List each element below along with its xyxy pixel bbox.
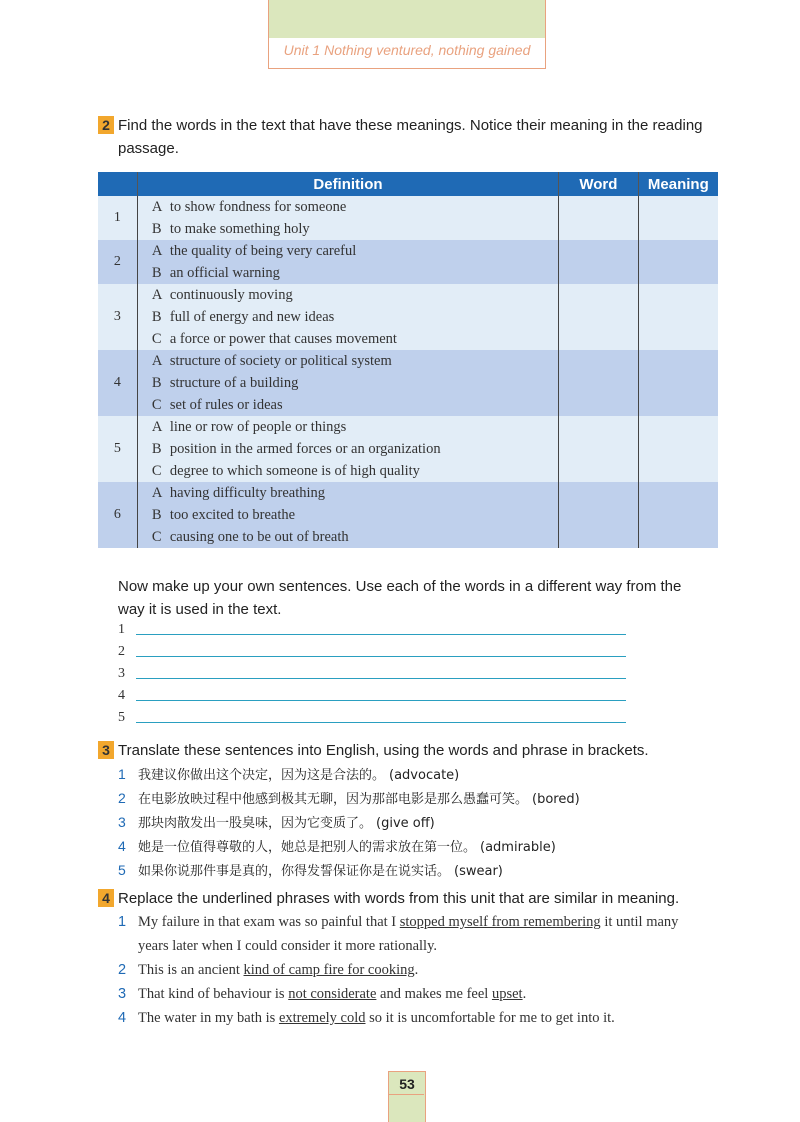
header-definition: Definition bbox=[137, 172, 558, 196]
definition-label: B bbox=[151, 309, 162, 325]
sentence-text: That kind of behaviour is bbox=[138, 986, 289, 1002]
row-definitions bbox=[137, 482, 558, 548]
definition-label: C bbox=[151, 331, 162, 347]
definition-text: set of rules or ideas bbox=[169, 397, 283, 413]
meaning-cell[interactable] bbox=[638, 416, 718, 482]
ex3-instruction bbox=[98, 739, 649, 762]
word-cell[interactable] bbox=[559, 284, 639, 350]
word-cell[interactable] bbox=[559, 240, 639, 284]
definition-text: to make something holy bbox=[169, 221, 310, 237]
ex2-instruction bbox=[98, 114, 703, 160]
row-number: 1 bbox=[98, 196, 137, 240]
blank-number: 1 bbox=[118, 622, 125, 637]
ex2-instruction-line1: Find the words in the text that have these meanings. Notice their meaning in the reading bbox=[118, 117, 703, 134]
table-row bbox=[98, 284, 718, 350]
unit-header bbox=[268, 0, 546, 69]
item-number: 2 bbox=[118, 790, 126, 806]
meaning-cell[interactable] bbox=[638, 240, 718, 284]
list-item bbox=[118, 1006, 678, 1030]
chinese-sentence: 她是一位值得尊敬的人，她总是把别人的需求放在第一位。 bbox=[138, 840, 477, 855]
definition-label: A bbox=[151, 199, 163, 215]
row-number: 4 bbox=[98, 350, 137, 416]
page-number-box bbox=[388, 1071, 426, 1122]
blank-number: 3 bbox=[118, 666, 125, 681]
sentence-blank-row[interactable] bbox=[118, 622, 125, 638]
definition-text: structure of a building bbox=[169, 375, 299, 391]
item-number: 4 bbox=[118, 838, 126, 854]
underlined-phrase: kind of camp fire for cooking bbox=[243, 962, 415, 978]
sentence-text: The water in my bath is bbox=[138, 1010, 279, 1026]
word-cell[interactable] bbox=[559, 482, 639, 548]
definition-line bbox=[152, 372, 558, 394]
sentence-blank-row[interactable] bbox=[118, 644, 125, 660]
sentence-text: it until many bbox=[600, 914, 679, 930]
definition-label: B bbox=[151, 375, 162, 391]
definition-text: full of energy and new ideas bbox=[169, 309, 335, 325]
chinese-sentence: 那块肉散发出一股臭味，因为它变质了。 bbox=[138, 816, 373, 831]
blank-line[interactable] bbox=[136, 722, 626, 723]
definition-line bbox=[152, 394, 558, 416]
list-item bbox=[118, 834, 580, 858]
definition-line bbox=[152, 460, 558, 482]
blank-line[interactable] bbox=[136, 634, 626, 635]
definition-line bbox=[152, 526, 558, 548]
ex4-badge: 4 bbox=[98, 889, 114, 907]
table-body bbox=[98, 196, 718, 548]
list-item bbox=[118, 786, 580, 810]
item-number: 4 bbox=[118, 1010, 127, 1026]
sentence-blank-row[interactable] bbox=[118, 666, 125, 682]
definition-line bbox=[152, 438, 558, 460]
definition-label: A bbox=[151, 353, 163, 369]
sentence-text: My failure in that exam was so painful that I bbox=[138, 914, 400, 930]
ex4-instruction bbox=[98, 887, 679, 910]
sentences-instruction-line2: way it is used in the text. bbox=[118, 601, 282, 618]
definition-line bbox=[152, 218, 558, 240]
row-definitions bbox=[137, 416, 558, 482]
item-number: 5 bbox=[118, 862, 126, 878]
ex2-badge: 2 bbox=[98, 116, 114, 134]
meaning-cell[interactable] bbox=[638, 350, 718, 416]
definition-label: B bbox=[151, 441, 162, 457]
table-row bbox=[98, 416, 718, 482]
definition-label: A bbox=[151, 419, 163, 435]
definition-text: an official warning bbox=[169, 265, 280, 281]
table-row bbox=[98, 350, 718, 416]
blank-number: 2 bbox=[118, 644, 125, 659]
bracket-hint: (swear) bbox=[454, 864, 503, 879]
definition-text: position in the armed forces or an organization bbox=[169, 441, 441, 457]
blank-number: 4 bbox=[118, 688, 125, 703]
header-texture bbox=[269, 0, 545, 38]
sentence-blank-row[interactable] bbox=[118, 710, 125, 726]
bracket-hint: (admirable) bbox=[480, 840, 556, 855]
ex3-badge: 3 bbox=[98, 741, 114, 759]
definition-line bbox=[152, 504, 558, 526]
definition-label: A bbox=[151, 243, 163, 259]
underlined-phrase: stopped myself from remembering bbox=[399, 914, 601, 930]
definition-label: B bbox=[151, 265, 162, 281]
definition-line bbox=[152, 328, 558, 350]
item-number: 3 bbox=[118, 814, 126, 830]
ex3-instruction-text: Translate these sentences into English, using the words and phrase in brackets. bbox=[118, 742, 649, 759]
row-definitions bbox=[137, 196, 558, 240]
definition-text: a force or power that causes movement bbox=[169, 331, 397, 347]
item-number: 1 bbox=[118, 914, 127, 930]
row-number: 2 bbox=[98, 240, 137, 284]
row-definitions bbox=[137, 350, 558, 416]
page-number-rule bbox=[388, 1094, 424, 1095]
definition-label: C bbox=[151, 463, 162, 479]
blank-line[interactable] bbox=[136, 700, 626, 701]
definition-text: having difficulty breathing bbox=[169, 485, 326, 501]
underlined-phrase: upset bbox=[491, 986, 523, 1002]
definition-text: continuously moving bbox=[169, 287, 293, 303]
page-number: 53 bbox=[399, 1076, 415, 1092]
list-item bbox=[118, 762, 580, 786]
definition-label: A bbox=[151, 485, 163, 501]
definition-text: the quality of being very careful bbox=[169, 243, 357, 259]
row-definitions bbox=[137, 240, 558, 284]
ex3-list bbox=[118, 762, 580, 882]
definition-label: B bbox=[151, 507, 162, 523]
definition-line bbox=[152, 416, 558, 438]
definition-text: causing one to be out of breath bbox=[169, 529, 349, 545]
row-number: 5 bbox=[98, 416, 137, 482]
list-item bbox=[118, 958, 678, 982]
definition-text: structure of society or political system bbox=[169, 353, 392, 369]
sentence-text: This is an ancient bbox=[138, 962, 244, 978]
definition-label: C bbox=[151, 529, 162, 545]
row-definitions bbox=[137, 284, 558, 350]
blank-number: 5 bbox=[118, 710, 125, 725]
definition-text: too excited to breathe bbox=[169, 507, 296, 523]
table-header-row bbox=[98, 172, 718, 196]
underlined-phrase: extremely cold bbox=[278, 1010, 366, 1026]
blank-line[interactable] bbox=[136, 656, 626, 657]
sentences-instruction bbox=[118, 575, 681, 621]
chinese-sentence: 我建议你做出这个决定，因为这是合法的。 bbox=[138, 768, 386, 783]
sentence-text: . bbox=[522, 986, 527, 1002]
item-number: 1 bbox=[118, 766, 126, 782]
sentence-blank-row[interactable] bbox=[118, 688, 125, 704]
list-item bbox=[118, 910, 678, 934]
underlined-phrase: not considerate bbox=[288, 986, 377, 1002]
chinese-sentence: 如果你说那件事是真的，你得发誓保证你是在说实话。 bbox=[138, 864, 451, 879]
meaning-cell[interactable] bbox=[638, 284, 718, 350]
blank-line[interactable] bbox=[136, 678, 626, 679]
definition-label: C bbox=[151, 397, 162, 413]
item-number: 3 bbox=[118, 986, 127, 1002]
bracket-hint: (advocate) bbox=[389, 768, 460, 783]
definition-table bbox=[98, 172, 718, 548]
item-number: 2 bbox=[118, 962, 127, 978]
word-cell[interactable] bbox=[559, 416, 639, 482]
word-cell[interactable] bbox=[559, 350, 639, 416]
table-row bbox=[98, 482, 718, 548]
sentence-text: so it is uncomfortable for me to get into it. bbox=[365, 1010, 615, 1026]
list-item bbox=[118, 810, 580, 834]
definition-line bbox=[152, 240, 558, 262]
sentence-continuation: years later when I could consider it more rationally. bbox=[138, 938, 438, 954]
row-number: 3 bbox=[98, 284, 137, 350]
definition-text: to show fondness for someone bbox=[169, 199, 347, 215]
definition-text: degree to which someone is of high quality bbox=[169, 463, 420, 479]
definition-label: A bbox=[151, 287, 163, 303]
sentence-text: . bbox=[414, 962, 419, 978]
definition-label: B bbox=[151, 221, 162, 237]
meaning-cell[interactable] bbox=[638, 196, 718, 240]
ex4-list bbox=[118, 910, 678, 1030]
list-item bbox=[118, 858, 580, 882]
bracket-hint: (give off) bbox=[376, 816, 435, 831]
ex2-instruction-line2: passage. bbox=[118, 140, 179, 157]
definition-line bbox=[152, 284, 558, 306]
unit-title: Unit 1 Nothing ventured, nothing gained bbox=[283, 42, 531, 58]
definition-line bbox=[152, 350, 558, 372]
header-meaning: Meaning bbox=[638, 172, 718, 196]
definition-line bbox=[152, 482, 558, 504]
definition-line bbox=[152, 196, 558, 218]
word-cell[interactable] bbox=[559, 196, 639, 240]
table-row bbox=[98, 240, 718, 284]
bracket-hint: (bored) bbox=[532, 792, 580, 807]
sentences-instruction-line1: Now make up your own sentences. Use each of the words in a different way from the bbox=[118, 578, 682, 595]
row-number: 6 bbox=[98, 482, 137, 548]
sentence-text: and makes me feel bbox=[376, 986, 492, 1002]
header-word: Word bbox=[559, 172, 639, 196]
definition-text: line or row of people or things bbox=[169, 419, 347, 435]
table-row bbox=[98, 196, 718, 240]
ex4-instruction-text: Replace the underlined phrases with words from this unit that are similar in meaning. bbox=[118, 890, 680, 907]
meaning-cell[interactable] bbox=[638, 482, 718, 548]
definition-line bbox=[152, 306, 558, 328]
definition-line bbox=[152, 262, 558, 284]
chinese-sentence: 在电影放映过程中他感到极其无聊，因为那部电影是那么愚蠢可笑。 bbox=[138, 792, 529, 807]
header-num bbox=[98, 172, 137, 196]
list-item bbox=[118, 982, 678, 1006]
